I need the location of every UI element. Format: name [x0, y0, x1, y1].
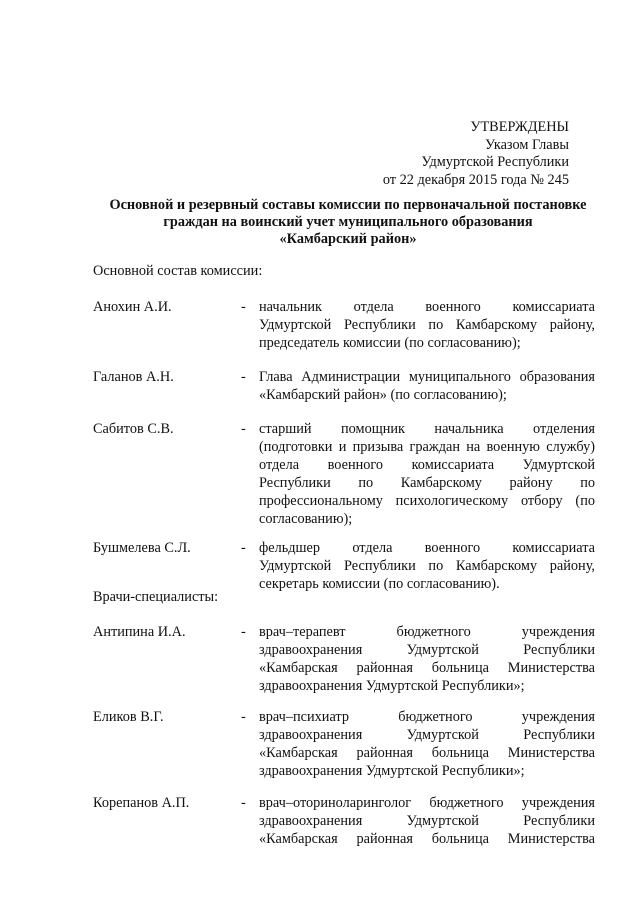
member-dash: -: [241, 540, 246, 556]
approval-stamp-block: [364, 119, 569, 189]
document-title-line-1: Основной и резервный составы комиссии по первоначальной постановке: [109, 197, 587, 213]
member-role-line: председатель комиссии (по согласованию);: [259, 335, 521, 352]
approval-line-2: Удмуртской Республики: [421, 154, 569, 170]
member-role-line: фельдшер отдела военного комиссариата: [259, 540, 595, 556]
member-role: [259, 420, 595, 529]
member-role-line: согласованию);: [259, 511, 353, 528]
member-role-line: отдела военного комиссариата Удмуртской: [259, 457, 595, 474]
doctor-role-line: здравоохранения Удмуртской Республики»;: [259, 678, 525, 695]
doctor-role-line: здравоохранения Удмуртской Республики»;: [259, 763, 525, 780]
member-name: Анохин А.И.: [93, 299, 172, 315]
doctor-dash: -: [241, 795, 246, 811]
document-title-line-3: «Камбарский район»: [279, 231, 417, 248]
doctor-role-line: здравоохранения Удмуртской Республики: [259, 642, 595, 659]
doctor-role-line: врач–терапевт бюджетного учреждения: [259, 624, 595, 640]
doctor-role-line: «Камбарская районная больница Министерства: [259, 831, 595, 848]
member-role-line: (подготовки и призыва граждан на военную службу): [259, 439, 595, 456]
member-role: [259, 368, 595, 404]
doctor-role: [259, 708, 595, 780]
doctor-role-line: здравоохранения Удмуртской Республики: [259, 813, 595, 830]
doctor-role-line: врач–оториноларинголог бюджетного учреждения: [259, 795, 595, 811]
member-role-line: старший помощник начальника отделения: [259, 421, 595, 437]
document-title: [90, 197, 606, 249]
doctor-role-line: «Камбарская районная больница Министерства: [259, 660, 595, 677]
member-role-line: «Камбарский район» (по согласованию);: [259, 387, 507, 404]
member-role-line: Удмуртской Республики по Камбарскому району,: [259, 558, 595, 575]
member-role-line: Удмуртской Республики по Камбарскому району,: [259, 317, 595, 334]
member-dash: -: [241, 421, 246, 437]
doctor-role: [259, 623, 595, 695]
main-composition-heading: Основной состав комиссии:: [93, 263, 263, 279]
member-name: Галанов А.Н.: [93, 369, 174, 385]
doctor-role-line: врач–психиатр бюджетного учреждения: [259, 709, 595, 725]
doctor-dash: -: [241, 709, 246, 725]
member-role-line: секретарь комиссии (по согласованию).: [259, 576, 500, 593]
approval-line-3: от 22 декабря 2015 года № 245: [382, 171, 569, 188]
member-name: Сабитов С.В.: [93, 421, 174, 437]
member-dash: -: [241, 369, 246, 385]
doctor-name: Антипина И.А.: [93, 624, 186, 640]
member-name: Бушмелева С.Л.: [93, 540, 191, 556]
member-role: [259, 298, 595, 352]
doctor-dash: -: [241, 624, 246, 640]
doctors-heading: Врачи-специалисты:: [93, 589, 219, 605]
approval-line-1: Указом Главы: [484, 136, 569, 153]
member-role-line: профессиональному психологическому отбору (по: [259, 493, 595, 510]
doctor-role: [259, 794, 595, 848]
document-title-line-2: граждан на воинский учет муниципального образования: [163, 214, 533, 231]
member-dash: -: [241, 299, 246, 315]
member-role-line: начальник отдела военного комиссариата: [259, 299, 595, 315]
member-role-line: Глава Администрации муниципального образования: [259, 369, 595, 385]
approval-title: УТВЕРЖДЕНЫ: [470, 119, 569, 135]
doctor-name: Еликов В.Г.: [93, 709, 164, 725]
doctor-role-line: здравоохранения Удмуртской Республики: [259, 727, 595, 744]
member-role: [259, 539, 595, 593]
doctor-name: Корепанов А.П.: [93, 795, 190, 811]
member-role-line: Республики по Камбарскому району по: [259, 475, 595, 492]
doctor-role-line: «Камбарская районная больница Министерства: [259, 745, 595, 762]
